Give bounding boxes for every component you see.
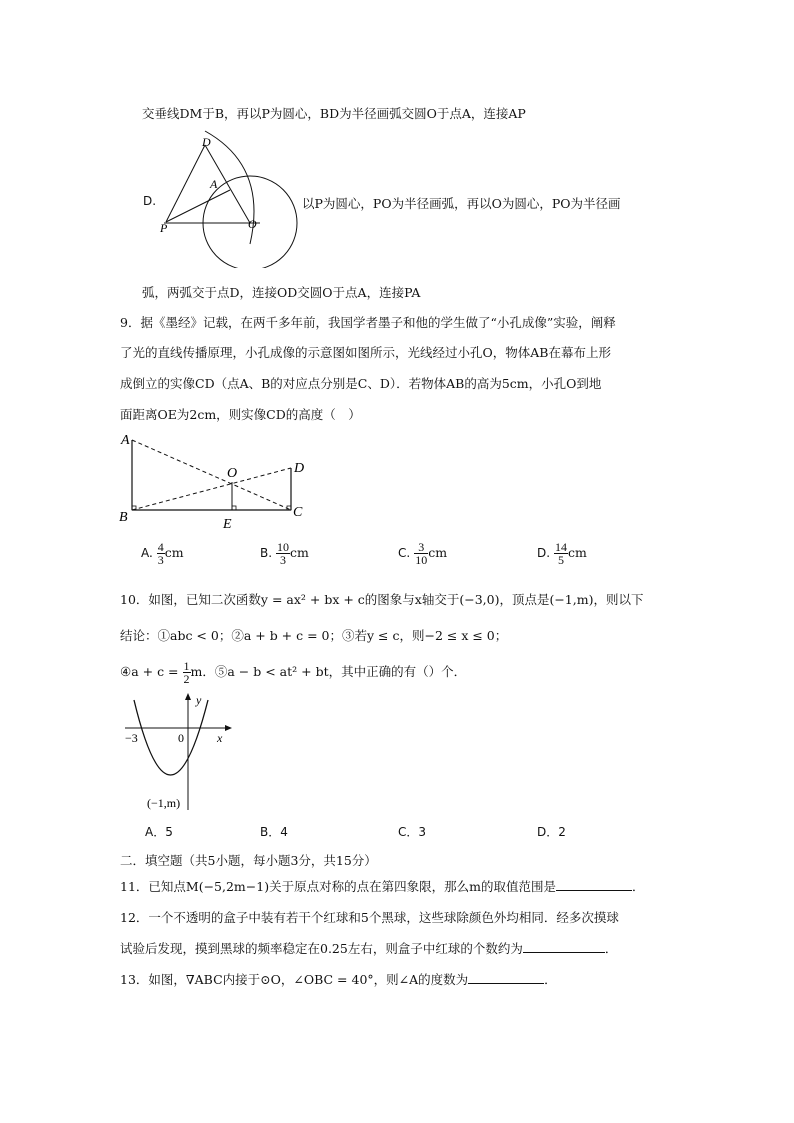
- q9-option-c-num: 3: [414, 541, 428, 554]
- q12-end: ．: [604, 941, 618, 956]
- q10-option-d: [537, 823, 566, 840]
- q10-option-d-value: 2: [558, 825, 566, 839]
- q9-option-b: [260, 541, 309, 566]
- q9-label-c: C: [293, 505, 303, 520]
- q11: [120, 877, 644, 895]
- q9-option-d-fraction: [554, 541, 568, 566]
- q10-option-a-label: A．: [145, 825, 166, 839]
- q12-line1: 12．一个不透明的盒子中装有若干个红球和5个黑球，这些球除颜色外均相同．经多次摸球: [120, 910, 619, 925]
- q13-answer-blank[interactable]: [468, 970, 544, 984]
- q9-option-c-label: C.: [398, 546, 411, 560]
- q9-option-a: [141, 541, 184, 566]
- q10-option-b: [260, 823, 288, 840]
- q8-label-p: P: [160, 221, 168, 235]
- q8-label-o: O: [248, 217, 257, 231]
- q11-end: ．: [631, 879, 645, 894]
- q9-option-c-fraction: [414, 541, 428, 566]
- q10-option-d-label: D．: [537, 825, 559, 839]
- q12-line2-row: [120, 939, 617, 957]
- q9-option-b-fraction: [276, 541, 290, 566]
- q10-option-b-value: 4: [280, 825, 288, 839]
- q9-figure: [115, 430, 315, 532]
- q8-label-a: A: [210, 177, 218, 191]
- q9-option-a-label: A.: [141, 546, 153, 560]
- q10-option-b-label: B．: [260, 825, 281, 839]
- q9-option-c: [398, 541, 447, 566]
- q9-line3: 成倒立的实像CD（点A、B的对应点分别是C、D）．若物体AB的高为5cm，小孔O到地: [120, 376, 602, 391]
- q10-option-c-value: 3: [418, 825, 427, 839]
- q9-option-a-unit: cm: [164, 545, 184, 560]
- q10-label-zero: 0: [178, 731, 184, 745]
- q13-end: ．: [544, 972, 557, 987]
- q8-figure: [150, 128, 300, 268]
- q9-option-d-den: 5: [558, 553, 565, 567]
- q9-label-o: O: [227, 466, 238, 481]
- q10-option-c-label: C．: [398, 825, 419, 839]
- q9-option-d-num: 14: [555, 540, 568, 554]
- section2-heading: 二．填空题（共5小题，每小题3分，共15分）: [120, 853, 377, 868]
- q8-label-d: D: [202, 135, 211, 149]
- q9-option-c-den: 10: [415, 553, 428, 567]
- q13-text: 13．如图，∇ABC内接于⊙O，∠OBC = 40°，则∠A的度数为: [120, 972, 469, 987]
- q10-line3-den: 2: [183, 672, 190, 686]
- q9-option-d: [537, 541, 587, 566]
- q10-label-y: y: [196, 693, 202, 707]
- q10-option-a-value: 5: [165, 825, 173, 839]
- q9-option-c-unit: cm: [428, 545, 448, 560]
- q9-option-b-num: 10: [277, 540, 290, 554]
- q9-option-b-label: B.: [260, 546, 273, 560]
- q9-option-a-den: 3: [157, 553, 164, 567]
- q10-figure: [120, 690, 240, 815]
- q9-option-b-den: 3: [280, 553, 287, 567]
- q10-line3: [120, 660, 466, 685]
- q9-line2: 了光的直线传播原理，小孔成像的示意图如图所示，光线经过小孔O，物体AB在幕布上形: [120, 345, 611, 360]
- q10-option-a: [145, 823, 173, 840]
- q10-line3-b: m．⑤a − b < at² + bt，其中正确的有（）个．: [190, 664, 467, 679]
- q8-line-top: 交垂线DM于B，再以P为圆心，BD为半径画弧交圆O于点A，连接AP: [142, 106, 526, 121]
- q10-line1: 10．如图，已知二次函数y = ax² + bx + c的图象与x轴交于(−3,0)，顶点是(−1,m)，则以下: [120, 592, 644, 607]
- q10-label-minus3: −3: [125, 731, 138, 745]
- q10-label-vertex: (−1,m): [147, 796, 181, 810]
- q10-line3-a: ④a + c =: [120, 664, 179, 679]
- q10-line3-fraction: [183, 660, 191, 685]
- q9-option-a-num: 4: [157, 540, 164, 554]
- q10-line2: 结论：①abc < 0；②a + b + c = 0；③若y ≤ c，则−2 ≤ x ≤ 0；: [120, 628, 508, 643]
- q13: [120, 970, 557, 988]
- q9-option-d-label: D.: [537, 546, 551, 560]
- q9-label-e: E: [223, 517, 232, 532]
- q8-option-d-text: 以P为圆心，PO为半径画弧，再以O为圆心，PO为半径画: [302, 196, 621, 211]
- q10-label-x: x: [217, 731, 223, 745]
- q12-answer-blank[interactable]: [523, 939, 605, 953]
- q9-label-d: D: [294, 461, 305, 476]
- q9-option-d-unit: cm: [568, 545, 587, 560]
- q9-line4: 面距离OE为2cm，则实像CD的高度（ ）: [120, 407, 361, 422]
- q9-label-a: A: [121, 433, 130, 448]
- q8-option-d-label: D.: [143, 194, 157, 208]
- q9-option-b-unit: cm: [290, 545, 309, 560]
- q11-text: 11．已知点M(−5,2m−1)关于原点对称的点在第四象限，那么m的取值范围是: [120, 879, 556, 894]
- q9-label-b: B: [119, 510, 128, 525]
- q11-answer-blank[interactable]: [556, 877, 632, 891]
- q8-option-d-cont: 弧，两弧交于点D，连接OD交圆O于点A，连接PA: [142, 285, 421, 300]
- q10-option-c: [398, 823, 426, 840]
- q10-line3-num: 1: [183, 659, 190, 673]
- q9-option-a-fraction: [157, 541, 165, 566]
- q9-line1: 9．据《墨经》记载，在两千多年前，我国学者墨子和他的学生做了“小孔成像”实验，阐释: [120, 315, 616, 330]
- q12-line2: 试验后发现，摸到黑球的频率稳定在0.25左右，则盒子中红球的个数约为: [120, 941, 523, 956]
